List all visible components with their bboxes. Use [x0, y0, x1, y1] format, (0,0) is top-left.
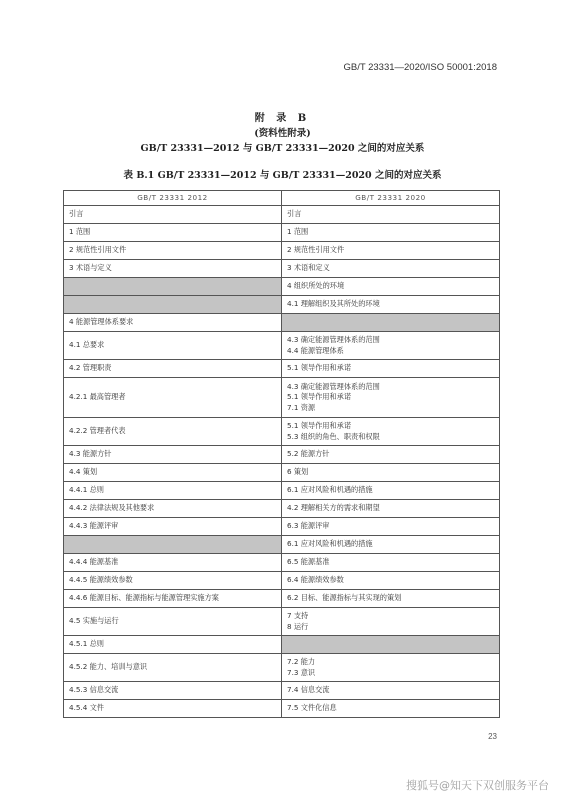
clause-text: 8 运行: [287, 621, 309, 631]
table-row: [64, 446, 500, 464]
cell-2020: [282, 206, 500, 224]
clause-text: 4.4.6 能源目标、能源指标与能源管理实施方案: [69, 593, 219, 603]
table-row: [64, 360, 500, 378]
clause-text: 4.2.1 最高管理者: [69, 392, 126, 402]
clause-text: 4 能源管理体系要求: [69, 317, 134, 327]
clause-text: 4.5.1 总则: [69, 639, 104, 649]
clause-text: 6 策划: [287, 467, 309, 477]
cell-2020: [282, 296, 500, 314]
cell-2012: [64, 314, 282, 332]
table-row: [64, 654, 500, 682]
clause-text: 4.3 确定能源管理体系的范围: [287, 335, 380, 344]
clause-text: 4.4.5 能源绩效参数: [69, 575, 133, 585]
cell-2012: [64, 296, 282, 314]
cell-2020: [282, 446, 500, 464]
standard-code: GB/T 23331—2020/ISO 50001:2018: [343, 62, 497, 73]
cell-2012: [64, 682, 282, 700]
table-row: [64, 518, 500, 536]
clause-text: 4.5.4 文件: [69, 703, 104, 713]
cell-2020: [282, 536, 500, 554]
clause-text: 4.5.3 信息交流: [69, 685, 119, 695]
correspondence-table: [63, 190, 500, 718]
cell-2020: [282, 360, 500, 378]
clause-text: 7.4 信息交流: [287, 685, 330, 695]
cell-2020: [282, 378, 500, 418]
clause-text: 5.3 组织的角色、职责和权限: [287, 431, 380, 441]
cell-2020: [282, 224, 500, 242]
cell-2020: [282, 700, 500, 718]
clause-text: 4.3 确定能源管理体系的范围: [287, 381, 380, 391]
appendix-nature: (资料性附录): [254, 128, 311, 139]
clause-text: 2 规范性引用文件: [69, 245, 127, 255]
table-row: [64, 332, 500, 360]
table-row: [64, 314, 500, 332]
clause-text: 4.1 总要求: [69, 340, 105, 350]
cell-2020: [282, 572, 500, 590]
table-row: [64, 464, 500, 482]
clause-text: 5.1 领导作用和承诺: [287, 392, 352, 402]
clause-text: 5.1 领导作用和承诺: [287, 421, 352, 430]
table-body: [64, 206, 500, 718]
cell-2012: [64, 464, 282, 482]
cell-2012: [64, 242, 282, 260]
cell-2020: [282, 242, 500, 260]
clause-text: 引言: [287, 209, 302, 219]
clause-text: 6.1 应对风险和机遇的措施: [287, 485, 373, 495]
cell-2012: [64, 700, 282, 718]
clause-text: 3 术语和定义: [287, 263, 330, 273]
clause-text: 4.4 策划: [69, 467, 98, 477]
clause-text: 4.1 理解组织及其所处的环境: [287, 299, 380, 309]
cell-2012: [64, 608, 282, 636]
table-row: [64, 378, 500, 418]
clause-text: 4.4.4 能源基准: [69, 557, 119, 567]
clause-text: 6.1 应对风险和机遇的措施: [287, 539, 373, 549]
cell-2012: [64, 500, 282, 518]
clause-text: 1 范围: [69, 227, 91, 237]
clause-text: 4 组织所处的环境: [287, 281, 345, 291]
cell-2012: [64, 554, 282, 572]
clause-text: 5.1 领导作用和承诺: [287, 363, 352, 373]
clause-text: 7.1 资源: [287, 402, 316, 412]
cell-2020: [282, 500, 500, 518]
table-row: [64, 418, 500, 446]
table-row: [64, 224, 500, 242]
clause-text: 7.2 能力: [287, 657, 316, 666]
cell-2012: [64, 654, 282, 682]
cell-2020: [282, 636, 500, 654]
clause-text: 引言: [69, 209, 84, 219]
clause-text: 7.3 意识: [287, 667, 316, 677]
clause-text: 5.2 能源方针: [287, 449, 330, 459]
clause-text: 4.4.3 能源评审: [69, 521, 119, 531]
cell-2012: [64, 482, 282, 500]
appendix-title: GB/T 23331—2012 与 GB/T 23331—2020 之间的对应关系: [140, 143, 425, 154]
clause-text: 7.5 文件化信息: [287, 703, 337, 713]
clause-text: 4.4.2 法律法规及其他要求: [69, 503, 155, 513]
clause-text: 4.2 管理职责: [69, 363, 112, 373]
cell-2020: [282, 518, 500, 536]
clause-text: 4.5.2 能力、培训与意识: [69, 662, 148, 672]
table-row: [64, 500, 500, 518]
clause-text: 4.3 能源方针: [69, 449, 112, 459]
cell-2020: [282, 590, 500, 608]
clause-text: 1 范围: [287, 227, 309, 237]
cell-2020: [282, 418, 500, 446]
cell-2020: [282, 482, 500, 500]
table-row: [64, 682, 500, 700]
cell-2012: [64, 590, 282, 608]
clause-text: 2 规范性引用文件: [287, 245, 345, 255]
table-row: [64, 278, 500, 296]
cell-2012: [64, 536, 282, 554]
watermark: 搜狐号@知天下双创服务平台: [406, 779, 549, 792]
table-row: [64, 296, 500, 314]
cell-2012: [64, 418, 282, 446]
table-row: [64, 260, 500, 278]
cell-2012: [64, 224, 282, 242]
appendix-label: 附 录 B: [254, 113, 311, 124]
cell-2012: [64, 360, 282, 378]
table-row: [64, 536, 500, 554]
clause-text: 4.5 实施与运行: [69, 616, 119, 626]
column-header-2012: GB/T 23331 2012: [64, 191, 282, 206]
cell-2012: [64, 206, 282, 224]
table-row: [64, 554, 500, 572]
clause-text: 6.4 能源绩效参数: [287, 575, 344, 585]
cell-2020: [282, 314, 500, 332]
cell-2012: [64, 636, 282, 654]
table-row: [64, 590, 500, 608]
clause-text: 7 支持: [287, 611, 309, 620]
table-row: [64, 206, 500, 224]
table-row: [64, 482, 500, 500]
table-row: [64, 608, 500, 636]
cell-2012: [64, 260, 282, 278]
table-caption: 表 B.1 GB/T 23331—2012 与 GB/T 23331—2020 之间的对应关系: [123, 170, 442, 181]
clause-text: 4.4 能源管理体系: [287, 345, 344, 355]
table-row: [64, 572, 500, 590]
page-number: 23: [488, 732, 497, 741]
table-row: [64, 242, 500, 260]
clause-text: 6.3 能源评审: [287, 521, 330, 531]
column-header-2020: GB/T 23331 2020: [282, 191, 500, 206]
cell-2020: [282, 464, 500, 482]
cell-2020: [282, 654, 500, 682]
table-row: [64, 700, 500, 718]
clause-text: 6.5 能源基准: [287, 557, 330, 567]
clause-text: 4.2 理解相关方的需求和期望: [287, 503, 380, 513]
cell-2020: [282, 260, 500, 278]
cell-2012: [64, 278, 282, 296]
cell-2020: [282, 332, 500, 360]
cell-2020: [282, 278, 500, 296]
cell-2012: [64, 378, 282, 418]
cell-2020: [282, 608, 500, 636]
clause-text: 3 术语与定义: [69, 263, 112, 273]
cell-2012: [64, 332, 282, 360]
cell-2020: [282, 682, 500, 700]
clause-text: 4.4.1 总则: [69, 485, 104, 495]
cell-2012: [64, 446, 282, 464]
cell-2012: [64, 572, 282, 590]
clause-text: 4.2.2 管理者代表: [69, 426, 126, 436]
table-row: [64, 636, 500, 654]
clause-text: 6.2 目标、能源指标与其实现的策划: [287, 593, 402, 603]
cell-2020: [282, 554, 500, 572]
cell-2012: [64, 518, 282, 536]
